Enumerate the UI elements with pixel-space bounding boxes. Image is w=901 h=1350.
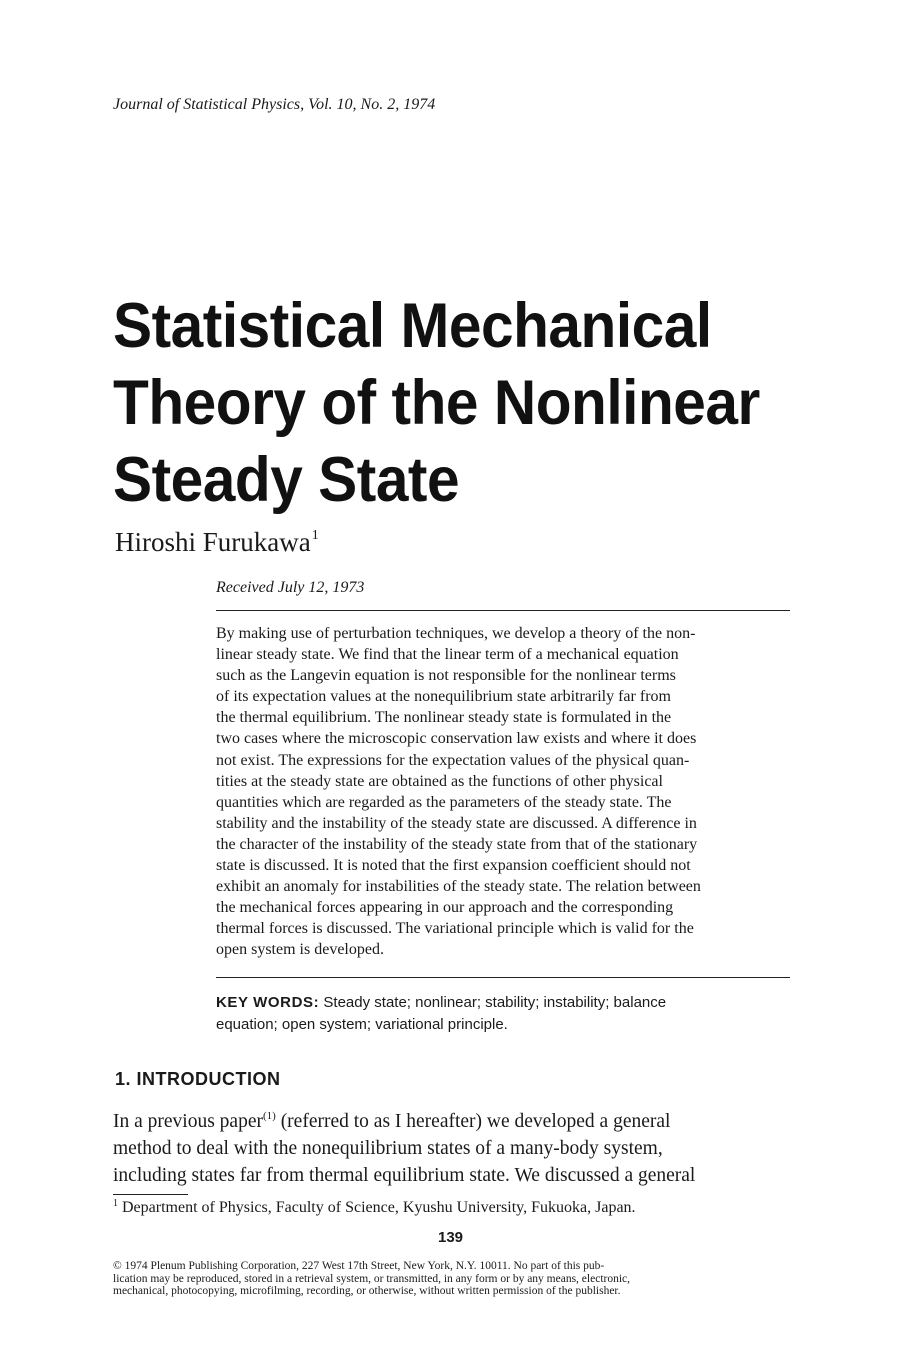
copyright-line: © 1974 Plenum Publishing Corporation, 227 West 17th Street, New York, N.Y. 10011. No part of this pub- — [113, 1260, 605, 1272]
abstract-line: By making use of perturbation techniques, we develop a theory of the non- — [216, 625, 696, 642]
abstract-line: exhibit an anomaly for instabilities of the steady state. The relation between — [216, 878, 701, 896]
copyright-line: mechanical, photocopying, microfilming, recording, or otherwise, without written permission of the publisher. — [113, 1285, 621, 1297]
abstract-line: state is discussed. It is noted that the first expansion coefficient should not — [216, 857, 691, 875]
intro-line-3: including states far from thermal equilibrium state. We discussed a general — [113, 1165, 696, 1186]
author-name — [115, 527, 319, 558]
footnote-rule — [113, 1194, 188, 1195]
abstract-line: quantities which are regarded as the parameters of the steady state. The — [216, 793, 672, 811]
author-text: Hiroshi Furukawa — [115, 527, 311, 557]
abstract — [216, 623, 790, 961]
intro-line-1a: In a previous paper — [113, 1111, 263, 1132]
footnote-text: Department of Physics, Faculty of Science, Kyushu University, Fukuoka, Japan. — [118, 1199, 636, 1216]
title-line-2: Theory of the Nonlinear — [113, 368, 760, 438]
intro-line-2: method to deal with the nonequilibrium states of a many-body system, — [113, 1138, 663, 1159]
keywords-line-2: equation; open system; variational principle. — [216, 1016, 508, 1033]
footnote-mark: 1 — [113, 1198, 118, 1209]
abstract-top-rule — [216, 610, 790, 611]
journal-citation: Journal of Statistical Physics, Vol. 10, No. 2, 1974 — [113, 96, 436, 113]
keywords-label: KEY WORDS: — [216, 994, 320, 1011]
abstract-line: open system is developed. — [216, 941, 384, 959]
abstract-line: of its expectation values at the nonequilibrium state arbitrarily far from — [216, 688, 671, 706]
copyright-line: lication may be reproduced, stored in a retrieval system, or transmitted, in any form or by any means, electronic, — [113, 1272, 631, 1285]
page-number: 139 — [437, 1229, 464, 1246]
title-line-1: Statistical Mechanical — [113, 291, 712, 361]
keywords-line-1: Steady state; nonlinear; stability; instability; balance — [323, 994, 667, 1011]
intro-line-1b: (referred to as I hereafter) we developed a general — [275, 1111, 671, 1132]
author-footnote-mark: 1 — [311, 528, 319, 543]
keywords — [216, 992, 790, 1036]
abstract-line: tities at the steady state are obtained as the functions of other physical — [216, 772, 663, 790]
article-title — [113, 288, 764, 519]
abstract-line: the thermal equilibrium. The nonlinear steady state is formulated in the — [216, 709, 672, 727]
abstract-line: the mechanical forces appearing in our approach and the corresponding — [216, 899, 674, 917]
footnote — [113, 1198, 636, 1217]
abstract-line: stability and the instability of the steady state are discussed. A difference in — [216, 814, 697, 832]
abstract-line: not exist. The expressions for the expectation values of the physical quan- — [216, 751, 690, 769]
citation-reference: (1) — [262, 1110, 276, 1122]
abstract-line: such as the Langevin equation is not responsible for the nonlinear terms — [216, 667, 676, 685]
title-line-3: Steady State — [113, 445, 460, 515]
received-date: Received July 12, 1973 — [216, 579, 365, 596]
section-heading: 1. INTRODUCTION — [115, 1069, 281, 1089]
abstract-bottom-rule — [216, 977, 790, 978]
introduction-text — [113, 1103, 791, 1189]
abstract-line: linear steady state. We find that the linear term of a mechanical equation — [216, 646, 679, 664]
abstract-line: thermal forces is discussed. The variational principle which is valid for the — [216, 920, 694, 938]
copyright-notice — [113, 1260, 791, 1298]
abstract-line: the character of the instability of the steady state from that of the stationary — [216, 835, 698, 853]
abstract-line: two cases where the microscopic conservation law exists and where it does — [216, 730, 697, 748]
